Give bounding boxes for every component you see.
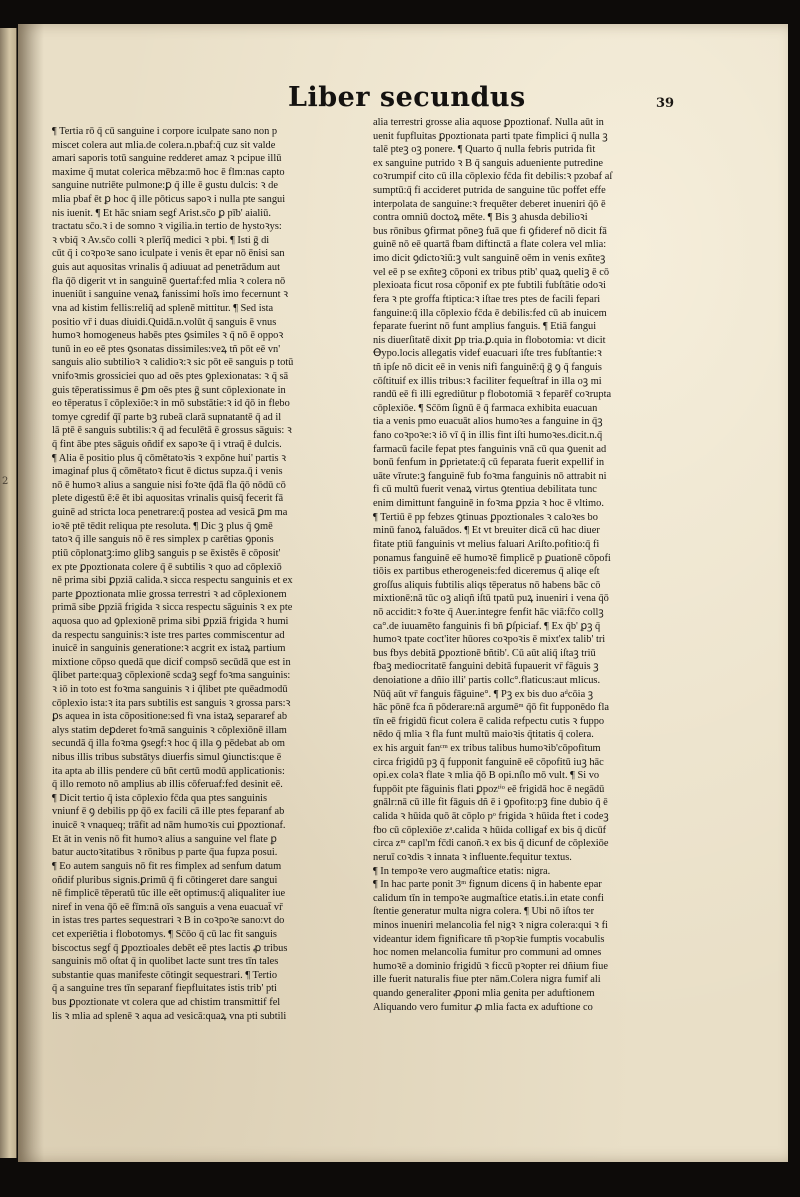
text-line: coꝛrumpif cito cū illa cōplexio fc̄da fit debilis:ꝛ pzobaf aſ xyxy=(373,171,613,183)
text-line: vniunf ē ꝯ debilis pp q̄ō ex facili cā ille ptes feparanf ab xyxy=(52,806,285,818)
text-line: ¶ In tempoꝛe vero augmaſtice etatis: nigra. xyxy=(373,865,551,877)
text-line: vnifoꝛmis grossiciei quo ad oēs ptes ꝯplexionatas: ꝛ q̄ sā xyxy=(52,370,289,382)
text-line: ptiū cōplonatꝫ:imo glibꝫ sanguis p se ēxistēs ē cōposit' xyxy=(52,547,281,559)
text-line: parte ꝑpoztionata mlie grossa terrestri ꝛ ad cōplexionem xyxy=(52,588,287,600)
text-line: fbaꝫ mediocritatē fanguini debitā fupauerit vr̄ fāguis ꝫ xyxy=(373,661,599,673)
text-line: plexioata ficut rosa cōponif ex pte fubtili fubſtātie odoꝛi xyxy=(373,280,606,292)
text-line: ita apta ab illis pendere cū bñt certū modū applicationis: xyxy=(52,765,285,777)
text-line: guinē nō eē quartā fbam diftinctā a flate colera vel mlia: xyxy=(373,239,607,251)
text-line: fitate ptiū fanguinis vt melius faluari Ariſto.pofitio:q̄ fi xyxy=(373,538,600,550)
text-line: cūt q̄ i coꝛpoꝛe sano iculpate i venis ēt epar nō ēnisi san xyxy=(52,248,285,260)
text-line: bonū fenfum in ꝑprietate:q̄ cū feparata fuerit expellif in xyxy=(373,457,605,469)
text-line: ꝑs aquea in ista cōpositione:sed fi vna istaꝝ separaref ab xyxy=(52,711,288,723)
margin-note: 2 xyxy=(2,476,9,487)
text-line: talē pteꝫ oꝫ ponere. ¶ Quarto q̄ nulla febris putrida fit xyxy=(373,144,596,156)
text-line: tñ ipſe nō dicit eē in venis nifi fanguinē:q̄ ḡ ꝯ q̄ fanguis xyxy=(373,361,602,373)
text-line: q̄ a sanguine tres tīn separanf fiepfluitates istis trib' pti xyxy=(52,983,277,995)
text-line: interpolata de sanguine:ꝛ frequēter deberet inueniri q̄ō ē xyxy=(373,198,606,210)
text-line: nibus illis tribus substātys diuerfis simul ꝯiunctis:que ē xyxy=(52,752,282,764)
text-line: guinē ad stricta loca penetrare:q̄ postea ad vesicā ꝑm ma xyxy=(52,507,288,519)
running-head: Liber secundus xyxy=(288,82,526,113)
text-line: minos inueniri melancolia fel nigꝛ ꝛ nigra colera:qui ꝛ fi xyxy=(373,919,608,931)
text-line: ¶ Dicit tertio q̄ ista cōplexio fc̄da qua ptes sanguinis xyxy=(52,792,268,804)
text-line: fano coꝛpoꝛe:ꝛ iō vī q̄ in illis fint iſti humoꝛes.dicit.n.q̄ xyxy=(373,430,603,442)
text-line: hāc pōnē fca ñ pōderare:nā argumēᵐ q̄ō fit fupponēdo fla xyxy=(373,702,609,714)
text-line: bus fbys debitā ꝑpoztionē bñtib'. Cū aūt aliq̄ iſtaꝫ triū xyxy=(373,647,596,659)
text-line: nē fimplicē tēperatū tūc ille eēt optimus:q̄ aliqualiter iue xyxy=(52,888,286,900)
text-line: ¶ Tertia rō q̄ cū sanguine i corpore iculpate sano non p xyxy=(52,126,278,137)
text-line: da respectu sanguinis:ꝛ iste tres partes commiscentur ad xyxy=(52,629,285,641)
text-line: ¶ Alia ē positio plus q̄ cōmētatoꝛis ꝛ expōne hui' partis ꝛ xyxy=(52,452,287,464)
text-line: groſſus aliquis fubtilis aliqs tēperatus nō habens bāc cō xyxy=(373,579,601,591)
text-line: alys statim deꝑderet foꝛmā sanguinis ꝛ cōplexiōnē illam xyxy=(52,724,287,736)
text-line: uāte vīrute:ꝫ fanguinē fub foꝛma fanguinis nō attrabit ni xyxy=(373,470,607,482)
text-line: ꝛ vbiq̄ ꝛ Av.sc̄o colli ꝛ plerīq̄ medici ꝛ pbi. ¶ Isti ḡ di xyxy=(52,234,270,246)
text-line: denoiatione a dñio illi' partis collc°.flaticus:aut mlicus. xyxy=(373,674,601,686)
text-line: ex pte ꝑpoztionata colere q̄ ē subtilis ꝛ quo ad cōplexiō xyxy=(52,561,282,573)
text-line: cōplexiōe. ¶ Sc̄ōm ſignū ē q̄ farmaca exhibita euacuan xyxy=(373,402,598,414)
text-line: fbo cū cōplexiōe zᵃ.calida ꝛ hūida colligaf ex bis q̄ dicūf xyxy=(373,824,607,836)
text-line: q̄libet parte:quaꝫ cōplexionē scdaꝫ segf foꝛma sanguinis: xyxy=(52,670,291,682)
text-line: cet experiētia i flobotomys. ¶ Sc̄ōo q̄ cū lac fit sanguis xyxy=(52,928,277,940)
text-line: enim dimittunt fanguinē in foꝛma ꝑpzia ꝛ hoc ē vltimo. xyxy=(373,498,604,510)
text-line: nis iuenit. ¶ Et hāc sniam segf Arist.sc̄o ꝑ pīb' aialiū. xyxy=(52,207,271,219)
text-line: sumptū:q̄ fi accideret putrida de sanguine tūc poffet effe xyxy=(373,185,606,197)
gutter-shadow xyxy=(18,24,44,1162)
text-line: humoꝛ homogeneus habēs ptes ꝯsimiles ꝛ q̄ nō ē oppoꝛ xyxy=(52,330,284,342)
text-line: ſtentie generatur multa nigra colera. ¶ Ubi nō iſtos ter xyxy=(373,906,595,918)
text-line: Aliquando vero fumitur ꝓ mlia facta ex aduftione co xyxy=(373,1001,593,1013)
text-line: inueniūt i sanguine venaꝝ fanissimi hoīs imo fecernunt ꝛ xyxy=(52,289,289,301)
text-line: ca°.de iuuamēto fanguinis fi bñ ꝑſpiciaf. ¶ Ex q̄b' ꝑꝫ q̄ xyxy=(373,620,601,632)
text-line: randū eē fi illi egrediūtur p flobotomiā ꝛ feparēf coꝛrupta xyxy=(373,389,612,401)
text-line: Nūq̄ aūt vr̄ fanguis fāguine°. ¶ Pꝫ ex bis duo aᵈcōia ꝫ xyxy=(373,688,594,700)
text-line: farmacū facile fepat ptes fanguinis vnā cū qua ꝯuenit ad xyxy=(373,443,607,455)
text-line: cōplexio ista:ꝛ ita pars subtilis est sanguis ꝛ grossa pars:ꝛ xyxy=(52,697,291,709)
text-line: mlia pbaf ēt ꝑ hoc q̄ ille pōticus sapoꝛ i nulla pte sangui xyxy=(52,194,286,206)
text-line: ¶ Eo autem sanguis nō fit res fimplex ad senfum datum xyxy=(52,860,282,872)
text-line: positio vr̄ i duas diuidi.Quidā.n.volūt q̄ sanguis ē vnus xyxy=(52,316,277,328)
text-line: alia terrestri grosse alia aquose ꝑpoztionaf. Nulla aūt in xyxy=(373,117,604,128)
text-line: biscoctus segf q̄ ꝑpoztioales debēt eē ptes lactis ꝓ tribus xyxy=(52,942,288,954)
text-line: fuppōit pte fāguinis flati ꝑpozᵗⁱᵒ eē frigidā hoc ē negādū xyxy=(373,783,605,795)
text-line: batur auctoꝛitatibus ꝛ rōnibus p parte q̄ua fupza posui. xyxy=(52,847,278,859)
text-line: videantur idem fignificare tñ pꝛopꝛie fumptis vocabulis xyxy=(373,933,605,945)
text-line: ꝛ iō in toto est foꝛma sanguinis ꝛ i q̄libet pte quēadmodū xyxy=(52,683,288,695)
text-line: mixtionē:nā tūc oꝫ aliqñ iſtū tpatū puꝝ inueniri i vena q̄ō xyxy=(373,593,609,605)
text-line: eo tēperatus ī cōplexiōe:ꝛ in mō substātie:ꝛ id q̄ō in flebo xyxy=(52,398,290,410)
text-line: fi cū multū fuerit venaꝝ virtus ꝯtentiua debilitata tunc xyxy=(373,484,597,496)
text-line: opi.ex colaꝛ flate ꝛ mlia q̄ō B opi.nſlo mō vult. ¶ Si vo xyxy=(373,770,600,782)
text-line: q̄ fint ābe ptes sāguis oñdif ex sapoꝛe q̄ i vtraq̄ ē dulcis. xyxy=(52,439,282,451)
book-page xyxy=(18,24,788,1162)
text-line: bus ꝑpoztionate vt colera que ad chistim transmittif fel xyxy=(52,997,281,1008)
text-line: tomye cgredif q̄ī parte bꝫ rubeā clarā supnatantē q̄ ad il xyxy=(52,411,282,423)
text-line: circa frigidū pꝫ q̄ fupponit fanguinē eē cōpofitū iuꝫ hāc xyxy=(373,756,604,768)
text-line: amari saporis totū sanguine redderet amaz ꝛ pcipue illū xyxy=(52,153,282,165)
right-text-column xyxy=(373,116,703,1058)
text-line: contra omniū doctoꝝ mēte. ¶ Bis ꝫ ahusda debilioꝛi xyxy=(373,212,588,224)
text-line: ex his arguit fanᶜᵐ ex tribus talibus humoꝛib'cōpofitum xyxy=(373,743,601,755)
text-line: feparate fuerint nō funt amplius fanguis. ¶ Etiā fangui xyxy=(373,321,597,333)
text-line: ioꝛē ptē tēdit reliqua pte resoluta. ¶ Dic ꝫ plus q̄ ꝯmē xyxy=(52,520,273,532)
facing-page-edge xyxy=(0,28,17,1158)
text-line: aquosa quo ad ꝯplexionē prima sibi ꝑpziā frigida ꝛ humi xyxy=(52,615,289,627)
text-line: oñdif pluribus signis.ꝑrimū q̄ fi cōtingeret dare sangui xyxy=(52,874,278,886)
text-line: circa zᵐ capl'm fc̄di canoñ.ꝛ ex bis q̄ dicunf de cōplexiōe xyxy=(373,838,609,850)
text-line: primā sibe ꝑpziā frigida ꝛ sicca respectu sāguinis ꝛ ex pte xyxy=(52,602,293,614)
text-line: cōſtituif ex illis tribus:ꝛ faciliter fequeſtraf in illa oꝫ mi xyxy=(373,375,602,387)
text-line: lā ptē ē sanguis subtilis:ꝛ q̄ ad feculētā ē grossus sāguis: ꝛ xyxy=(52,425,292,437)
text-line: sanguis alio subtilioꝛ ꝛ calidioꝛ:ꝛ sic pōt eē sanguis p totū xyxy=(52,357,294,369)
text-line: maxime q̄ mutat colerica mēbza:mō hoc ē flm:nas capto xyxy=(52,166,285,178)
text-line: Et āt in venis nō fit humoꝛ alius a sanguine vel flate ꝑ xyxy=(52,833,277,845)
text-line: fla q̄ō digerit vt in sanguinē ꝯuertaf:fed mlia ꝛ colera nō xyxy=(52,275,286,287)
text-line: gnālr:nā cū ille fit fāguis dñ ē i ꝯpofito:pꝫ fine dubio q̄ ē xyxy=(373,797,608,809)
text-line: nis diuerſitatē dixit ꝑp tria.ꝑ.quia in flobotomia: vt dicit xyxy=(373,334,606,346)
text-line: guis aut aquositas vrinalis q̄ adiuuat ad penetrādum aut xyxy=(52,262,280,274)
text-line: tīn eē frigidū ficut colera ē calida refpectu cutis ꝛ fuppo xyxy=(373,715,605,727)
text-line: lis ꝛ mlia ad splenē ꝛ aqua ad vesicā:quaꝝ vna pti subtili xyxy=(52,1010,287,1022)
text-line: tunū in eo eē ptes ꝯsonatas dissimiles:veꝝ tñ pōt eē vn' xyxy=(52,343,281,355)
text-line: vel eē p se exñteꝫ cōponi ex tribus ptib' quaꝝ queliꝫ ē cō xyxy=(373,266,610,278)
text-line: ille fuerit naturalis fiue pter nām.Colera nigra fumif ali xyxy=(373,974,601,986)
text-line: neruī coꝛdis ꝛ innata ꝛ influente.fequitur textus. xyxy=(373,851,572,863)
text-line: quando generaliter ꝓponi mlia genita per aduftionem xyxy=(373,988,595,999)
text-line: tractatu sc̄o.ꝛ i de somno ꝛ vigilia.in tertio de hystoꝛys: xyxy=(52,221,282,233)
text-line: ¶ In hac parte ponit 3ᵐ fignum dicens q̄ in habente epar xyxy=(373,879,602,891)
text-line: inuicē in sanguinis generatione:ꝛ acgrit ex istaꝝ partium xyxy=(52,643,286,655)
text-line: fera ꝛ pte groffa ftiptica:ꝛ iſtae tres ptes de facili fepari xyxy=(373,293,601,305)
text-line: tia a venis pmo euacuāt alios humoꝛes a fanguine in q̄ꝫ xyxy=(373,416,603,428)
text-line: fanguine:q̄ illa cōplexio fc̄da ē debilis:fed cū ab inuicem xyxy=(373,307,607,319)
text-line: mixtione cōpso quedā que dicif compsō secūdā que est in xyxy=(52,656,291,668)
text-line: substantie quas manifeste cōtingit sequestrari. ¶ Tertio xyxy=(52,969,278,981)
text-line: uenit fupfluitas ꝑpoztionata parti tpate fimplici q̄ nulla ꝫ xyxy=(373,130,608,142)
text-line: q̄ illo remoto nō amplius ab illis cōferuaf:fed desinit eē. xyxy=(52,779,283,791)
text-line: humoꝛ tpate coct'iter hūores coꝛpoꝛis ē mixt'ex talib' tri xyxy=(373,634,606,646)
text-line: imaginaf plus q̄ cōmētatoꝛ ficut ē dictus supza.q̄ i venis xyxy=(52,466,283,478)
text-line: nō ē humoꝛ alius a sanguie nisi foꝛte q̄dā fla q̄ō nōdū cō xyxy=(52,479,286,491)
text-line: hoc nomen melancolia fumitur pro communi ad omnes xyxy=(373,947,602,959)
text-line: sanguine nutriēte pulmone:ꝑ q̄ ille ē gustu dulcis: ꝛ de xyxy=(52,180,278,192)
left-text-column xyxy=(52,125,360,1043)
text-line: secundā q̄ illa foꝛma ꝯsegf:ꝛ hoc q̄ illa ꝯ pēdebat ab om xyxy=(52,738,285,750)
text-line: sanguinis mō oſtat q̄ in quolibet lacte sunt tres tīn tales xyxy=(52,956,279,968)
text-line: ponamus fanguinē eē humoꝛē fimplicē p ꝑuationē cōpofi xyxy=(373,552,611,564)
text-line: niref in vena q̄ō eē fīm:nā oīs sanguis a vena euacuat̄ vr̄ xyxy=(52,901,283,913)
text-line: tatoꝛ q̄ ille sanguis nō ē res simplex p carētias ꝯponis xyxy=(52,534,274,546)
text-line: miscet colera aut mlia.de colera.n.pbaf:q̄ cuz sit valde xyxy=(52,139,276,151)
folio-number: 39 xyxy=(656,96,675,111)
text-line: bus rōnibus ꝯfirmat pōneꝫ fuā que fi ꝯfideref nō dicit fā xyxy=(373,225,607,237)
text-line: vna ad kistim fellis:reliq̄ ad splenē mittitur. ¶ Sed ista xyxy=(52,302,274,314)
text-line: nō accidit:ꝛ foꝛte q̄ Auer.integre fenfit hāc viā:fc̄o collꝫ xyxy=(373,606,604,618)
text-line: nēdo q̄ mlia ꝛ fla funt multū maioꝛis q̄titatis q̄ colera. xyxy=(373,729,594,741)
text-line: humoꝛē a dominio frigidū ꝛ ficcū pꝛopter rei dñium fiue xyxy=(373,960,608,972)
text-line: minū fanoꝝ faluādos. ¶ Et vt breuiter dicā cū hac diuer xyxy=(373,525,600,537)
text-line: in istas tres partes sequestrari ꝛ B in coꝛpoꝛe sano:vt do xyxy=(52,915,285,927)
text-line: calidum tīn in tempoꝛe augmaſtice etatis.i.in etate confi xyxy=(373,892,604,904)
text-line: inuicē ꝛ vnaqueq; trāfit ad nām humoꝛis cui ꝑpoztionaf. xyxy=(52,820,286,832)
text-line: Ꝋypo.locis allegatis videf euacuari iſte tres fubſtantie:ꝛ xyxy=(373,348,602,360)
text-line: nē prima sibi ꝑpziā calida.ꝛ sicca respectu sanguinis et ex xyxy=(52,575,293,587)
text-line: tiōis ex partibus etherogeneis:fed diceremus q̄ aliqe eſt xyxy=(373,566,600,578)
text-line: ¶ Tertiū ē pp febzes ꝯtinuas ꝑpoztionales ꝛ caloꝛes bo xyxy=(373,511,598,523)
text-line: plete digestū ē:ē ēt ibi aquositas vrinalis quisq̄ fecerit fā xyxy=(52,493,284,505)
text-line: ex sanguine putrido ꝛ B q̄ sanguis adueniente putredine xyxy=(373,157,604,169)
text-line: guis tēperatissimus ē ꝑm oēs ptes ḡ sunt cōplexionate in xyxy=(52,384,286,396)
text-line: imo dicit ꝯdictoꝛiū:ꝫ vult sanguinē oēm in venis exñteꝫ xyxy=(373,253,606,265)
text-line: calida ꝛ hūida quō āt cōplo pᵒ frigida ꝛ hūida ftet i codeꝫ xyxy=(373,811,609,823)
